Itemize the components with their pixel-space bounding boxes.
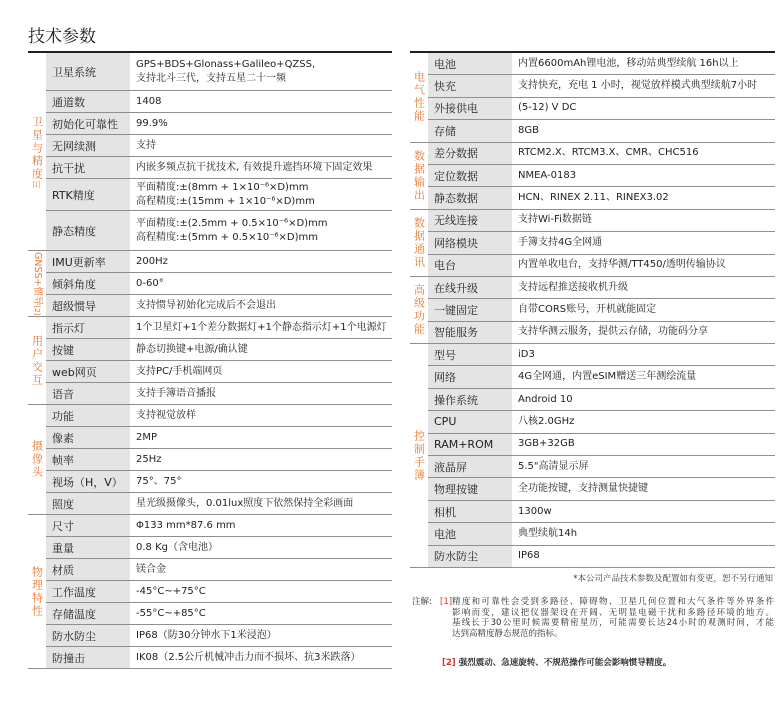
row-dimensions xyxy=(46,515,392,537)
spec-value: 支持 xyxy=(136,139,156,151)
spec-value: 支持Wi-Fi数据链 xyxy=(518,214,592,226)
spec-label: 智能服务 xyxy=(428,322,512,343)
group-title xyxy=(32,116,43,188)
spec-label: 防水防尘 xyxy=(428,546,512,567)
row-online-upgrade xyxy=(428,277,775,299)
spec-label: 静态数据 xyxy=(428,187,512,208)
group-name: 摄像头 xyxy=(30,440,44,479)
row-buttons xyxy=(46,339,392,361)
spec-value: 8GB xyxy=(518,124,539,136)
spec-value-line: 平面精度:±(8mm + 1×10⁻⁶×D)mm xyxy=(136,181,309,193)
spec-value: RTCM2.X、RTCM3.X、CMR、CHC516 xyxy=(518,147,699,159)
group-label xyxy=(28,251,46,317)
spec-label: 网络 xyxy=(428,366,512,387)
spec-value: 星光级摄像头，0.01lux照度下依然保持全彩画面 xyxy=(136,497,354,509)
group-label xyxy=(410,143,428,210)
row-static-accuracy xyxy=(46,211,392,251)
spec-value-line: 平面精度:±(2.5mm + 0.5×10⁻⁶×D)mm xyxy=(136,217,328,229)
group-satellite-accuracy xyxy=(28,53,392,251)
spec-value: 200Hz xyxy=(136,255,168,267)
spec-label: 像素 xyxy=(46,427,130,448)
spec-label: 通道数 xyxy=(46,91,130,112)
spec-label: 语音 xyxy=(46,383,130,404)
row-ram-rom xyxy=(428,434,775,456)
spec-label: 静态精度 xyxy=(46,211,130,250)
spec-label: 初始化可靠性 xyxy=(46,113,130,134)
spec-value: HCN、RINEX 2.11、RINEX3.02 xyxy=(518,192,669,204)
row-satellite-system xyxy=(46,53,392,91)
spec-label: 按键 xyxy=(46,339,130,360)
row-display xyxy=(428,456,775,478)
spec-value: 全功能按键，支持测量快捷键 xyxy=(518,483,648,495)
notes-label: 注解: xyxy=(412,597,432,607)
row-cpu xyxy=(428,411,775,433)
row-smart-service xyxy=(428,322,775,344)
spec-value: 自带CORS账号，开机就能固定 xyxy=(518,303,657,315)
group-camera xyxy=(28,405,392,515)
spec-label: 倾斜角度 xyxy=(46,273,130,294)
group-data-output xyxy=(410,143,775,210)
spec-label: 帧率 xyxy=(46,449,130,470)
footnote-ref: [1] xyxy=(32,180,41,188)
group-rows xyxy=(46,317,392,405)
group-gnss-ins xyxy=(28,251,392,317)
group-title xyxy=(32,566,43,618)
row-one-key-fix xyxy=(428,299,775,321)
spec-table-left xyxy=(28,51,392,669)
group-name: 数据通讯 xyxy=(412,216,426,269)
row-controller-ip-rating xyxy=(428,546,775,568)
disclaimer-text: *本公司产品技术参数及配置如有变更，恕不另行通知 xyxy=(573,574,773,584)
spec-label: 快充 xyxy=(428,75,512,96)
spec-value: 3GB+32GB xyxy=(518,438,575,450)
spec-label: 卫星系统 xyxy=(46,53,130,90)
group-title xyxy=(414,71,425,123)
row-rtk-accuracy xyxy=(46,179,392,211)
spec-value: IP68（防30分钟水下1米浸泡） xyxy=(136,629,277,641)
group-user-interaction xyxy=(28,317,392,405)
note-line: 精度和可靠性会受到多路径、障碍物、卫星几何位置和大气条件等外界条件 xyxy=(452,597,774,607)
group-name: 数据输出 xyxy=(412,149,426,202)
row-radio xyxy=(428,255,775,277)
row-fast-charge xyxy=(428,75,775,97)
group-controller xyxy=(410,344,775,568)
group-label xyxy=(410,53,428,143)
spec-label: 相机 xyxy=(428,501,512,522)
spec-label: 定位数据 xyxy=(428,165,512,186)
row-imu-rate xyxy=(46,251,392,273)
spec-value: iD3 xyxy=(518,348,535,360)
note-text: 强烈震动、急速旋转、不规范操作可能会影响惯导精度。 xyxy=(458,658,672,668)
spec-label: 液晶屏 xyxy=(428,456,512,477)
row-weight xyxy=(46,537,392,559)
group-title xyxy=(414,284,425,336)
group-label xyxy=(410,277,428,344)
spec-value: 支持快充，充电 1 小时，视觉放样模式典型续航7小时 xyxy=(518,80,758,92)
row-anti-jamming xyxy=(46,157,392,179)
spec-label: 照度 xyxy=(46,493,130,514)
group-title xyxy=(32,335,43,387)
spec-value: (5-12) V DC xyxy=(518,102,577,114)
spec-value: 99.9% xyxy=(136,117,168,129)
group-name: 用户交互 xyxy=(30,334,44,387)
spec-label: 电池 xyxy=(428,523,512,544)
group-rows xyxy=(46,251,392,317)
row-impact-rating xyxy=(46,647,392,669)
spec-value: -45°C~+75°C xyxy=(136,585,206,597)
group-title xyxy=(414,430,425,482)
note-line: 达到高精度静态规范的指标。 xyxy=(452,628,563,639)
spec-label: 尺寸 xyxy=(46,515,130,536)
row-operating-temp xyxy=(46,581,392,603)
spec-label: RAM+ROM xyxy=(428,434,512,455)
footnote-ref: [1] xyxy=(440,597,453,607)
row-network-module xyxy=(428,232,775,254)
note-text xyxy=(452,597,774,639)
spec-value: 支持远程推送接收机升级 xyxy=(518,281,628,293)
spec-value: 支持华测云服务，提供云存储，功能码分享 xyxy=(518,326,708,338)
spec-value xyxy=(130,179,392,210)
group-physical xyxy=(28,515,392,669)
spec-label: CPU xyxy=(428,411,512,432)
note-line: 基线长于30公里时候需要精密星历，可能需要长达24小时的观测时间，才能 xyxy=(452,618,774,628)
row-camera-function xyxy=(46,405,392,427)
row-position-data xyxy=(428,165,775,187)
row-physical-keys xyxy=(428,478,775,500)
spec-label: 功能 xyxy=(46,405,130,426)
spec-value: IK08（2.5公斤机械冲击力而不损坏、抗3米跌落） xyxy=(136,651,361,663)
group-title xyxy=(32,440,43,479)
group-rows xyxy=(46,515,392,669)
spec-label: web网页 xyxy=(46,361,130,382)
note-line: 影响而变，建议把仪器架设在开阔、无明显电磁干扰和多路径环境的地方。 xyxy=(452,607,774,618)
row-network xyxy=(428,366,775,388)
row-web-ui xyxy=(46,361,392,383)
spec-value: 5.5"高清显示屏 xyxy=(518,460,589,472)
row-differential-data xyxy=(428,143,775,165)
spec-value: Android 10 xyxy=(518,393,573,405)
spec-value-line: GPS+BDS+Glonass+Galileo+QZSS, xyxy=(136,58,316,70)
group-name: 卫星与精度 xyxy=(30,115,44,181)
row-indicator-lights xyxy=(46,317,392,339)
group-label xyxy=(410,210,428,277)
spec-value: 1个卫星灯+1个差分数据灯+1个静态指示灯+1个电源灯 xyxy=(136,321,387,333)
spec-label: 操作系统 xyxy=(428,389,512,410)
spec-label: 无网续测 xyxy=(46,135,130,156)
spec-label: 工作温度 xyxy=(46,581,130,602)
spec-label: 存储温度 xyxy=(46,603,130,624)
spec-value: 内置6600mAh锂电池，移动站典型续航 16h以上 xyxy=(518,57,739,69)
row-ip-rating xyxy=(46,625,392,647)
group-title xyxy=(32,252,42,315)
group-title xyxy=(414,150,425,202)
group-data-comm xyxy=(410,210,775,277)
notes-block xyxy=(412,597,774,639)
spec-value: 2MP xyxy=(136,431,158,443)
row-init-reliability xyxy=(46,113,392,135)
group-label xyxy=(410,344,428,568)
footnote-ref: [2] xyxy=(32,305,41,316)
spec-label: 电台 xyxy=(428,255,512,276)
spec-value: 75°、75° xyxy=(136,475,182,487)
row-offline-survey xyxy=(46,135,392,157)
row-external-power xyxy=(428,98,775,120)
group-rows xyxy=(428,210,775,277)
group-rows xyxy=(46,53,392,251)
spec-value: 静态切换键+电源/确认键 xyxy=(136,343,248,355)
group-name: GNSS+惯导 xyxy=(31,251,43,306)
note-2 xyxy=(442,656,671,668)
spec-label: 抗干扰 xyxy=(46,157,130,178)
spec-label: 存储 xyxy=(428,120,512,141)
spec-label: 物理按键 xyxy=(428,478,512,499)
spec-value: 支持PC/手机端网页 xyxy=(136,365,223,377)
spec-label: 型号 xyxy=(428,344,512,365)
group-electrical xyxy=(410,53,775,143)
row-channels xyxy=(46,91,392,113)
page-title: 技术参数 xyxy=(28,27,96,47)
spec-value: -55°C~+85°C xyxy=(136,607,206,619)
row-controller-battery xyxy=(428,523,775,545)
row-illuminance xyxy=(46,493,392,515)
spec-label: 防撞击 xyxy=(46,647,130,668)
spec-value: 手簿支持4G全网通 xyxy=(518,236,603,248)
spec-value: 内嵌多频点抗干扰技术, 有效提升遮挡环境下固定效果 xyxy=(136,161,373,173)
row-super-ins xyxy=(46,295,392,317)
spec-label: 重量 xyxy=(46,537,130,558)
spec-label: 一键固定 xyxy=(428,299,512,320)
spec-value: 0.8 Kg（含电池） xyxy=(136,541,218,553)
spec-value: 1408 xyxy=(136,95,162,107)
spec-value: 4G全网通，内置eSIM赠送三年测绘流量 xyxy=(518,371,697,383)
group-name: 电气性能 xyxy=(412,71,426,124)
spec-value: 八核2.0GHz xyxy=(518,415,575,427)
spec-value: 镁合金 xyxy=(136,563,166,575)
row-field-of-view xyxy=(46,471,392,493)
row-material xyxy=(46,559,392,581)
spec-label: 超级惯导 xyxy=(46,295,130,316)
spec-table-right xyxy=(410,51,775,568)
spec-label: 视场（H，V） xyxy=(46,471,130,492)
row-os xyxy=(428,389,775,411)
spec-value: 支持视觉放样 xyxy=(136,409,196,421)
spec-value: 典型续航14h xyxy=(518,527,578,539)
spec-label: 电池 xyxy=(428,53,512,74)
spec-value: 25Hz xyxy=(136,453,162,465)
row-storage-temp xyxy=(46,603,392,625)
group-name: 控制手簿 xyxy=(412,429,426,482)
spec-value-line: 支持北斗三代，支持五星二十一频 xyxy=(136,72,286,84)
group-rows xyxy=(428,344,775,568)
group-rows xyxy=(428,143,775,210)
spec-label: 外接供电 xyxy=(428,98,512,119)
spec-label: 在线升级 xyxy=(428,277,512,298)
spec-value: 0-60° xyxy=(136,277,164,289)
row-storage xyxy=(428,120,775,142)
group-name: 高级功能 xyxy=(412,283,426,336)
row-model xyxy=(428,344,775,366)
group-name: 物理特性 xyxy=(30,565,44,618)
group-label xyxy=(28,405,46,515)
row-wireless xyxy=(428,210,775,232)
spec-value-line: 高程精度:±(5mm + 0.5×10⁻⁶×D)mm xyxy=(136,231,318,243)
group-label xyxy=(28,317,46,405)
spec-label: 材质 xyxy=(46,559,130,580)
row-battery xyxy=(428,53,775,75)
spec-value: 1300w xyxy=(518,505,552,517)
spec-value: 内置单收电台，支持华测/TT450/透明传输协议 xyxy=(518,259,726,271)
group-rows xyxy=(428,53,775,143)
spec-value xyxy=(130,211,392,250)
spec-value: 支持惯导初始化完成后不会退出 xyxy=(136,299,276,311)
spec-value-line: 高程精度:±(15mm + 1×10⁻⁶×D)mm xyxy=(136,195,315,207)
row-voice xyxy=(46,383,392,405)
spec-label: 指示灯 xyxy=(46,317,130,338)
row-camera xyxy=(428,501,775,523)
spec-label: 差分数据 xyxy=(428,143,512,164)
group-label xyxy=(28,53,46,251)
footnote-ref: [2] xyxy=(442,658,456,668)
spec-value: NMEA-0183 xyxy=(518,169,577,181)
group-title xyxy=(414,217,425,269)
spec-value: IP68 xyxy=(518,550,540,562)
spec-value: 支持手簿语音播报 xyxy=(136,387,216,399)
spec-value xyxy=(130,53,392,90)
group-label xyxy=(28,515,46,669)
spec-label: 防水防尘 xyxy=(46,625,130,646)
spec-label: IMU更新率 xyxy=(46,251,130,272)
group-rows xyxy=(46,405,392,515)
group-rows xyxy=(428,277,775,344)
row-tilt-angle xyxy=(46,273,392,295)
spec-label: 网络模块 xyxy=(428,232,512,253)
spec-value: Φ133 mm*87.6 mm xyxy=(136,519,236,531)
spec-label: 无线连接 xyxy=(428,210,512,231)
group-advanced xyxy=(410,277,775,344)
spec-label: RTK精度 xyxy=(46,179,130,210)
row-frame-rate xyxy=(46,449,392,471)
row-static-data xyxy=(428,187,775,209)
row-pixels xyxy=(46,427,392,449)
